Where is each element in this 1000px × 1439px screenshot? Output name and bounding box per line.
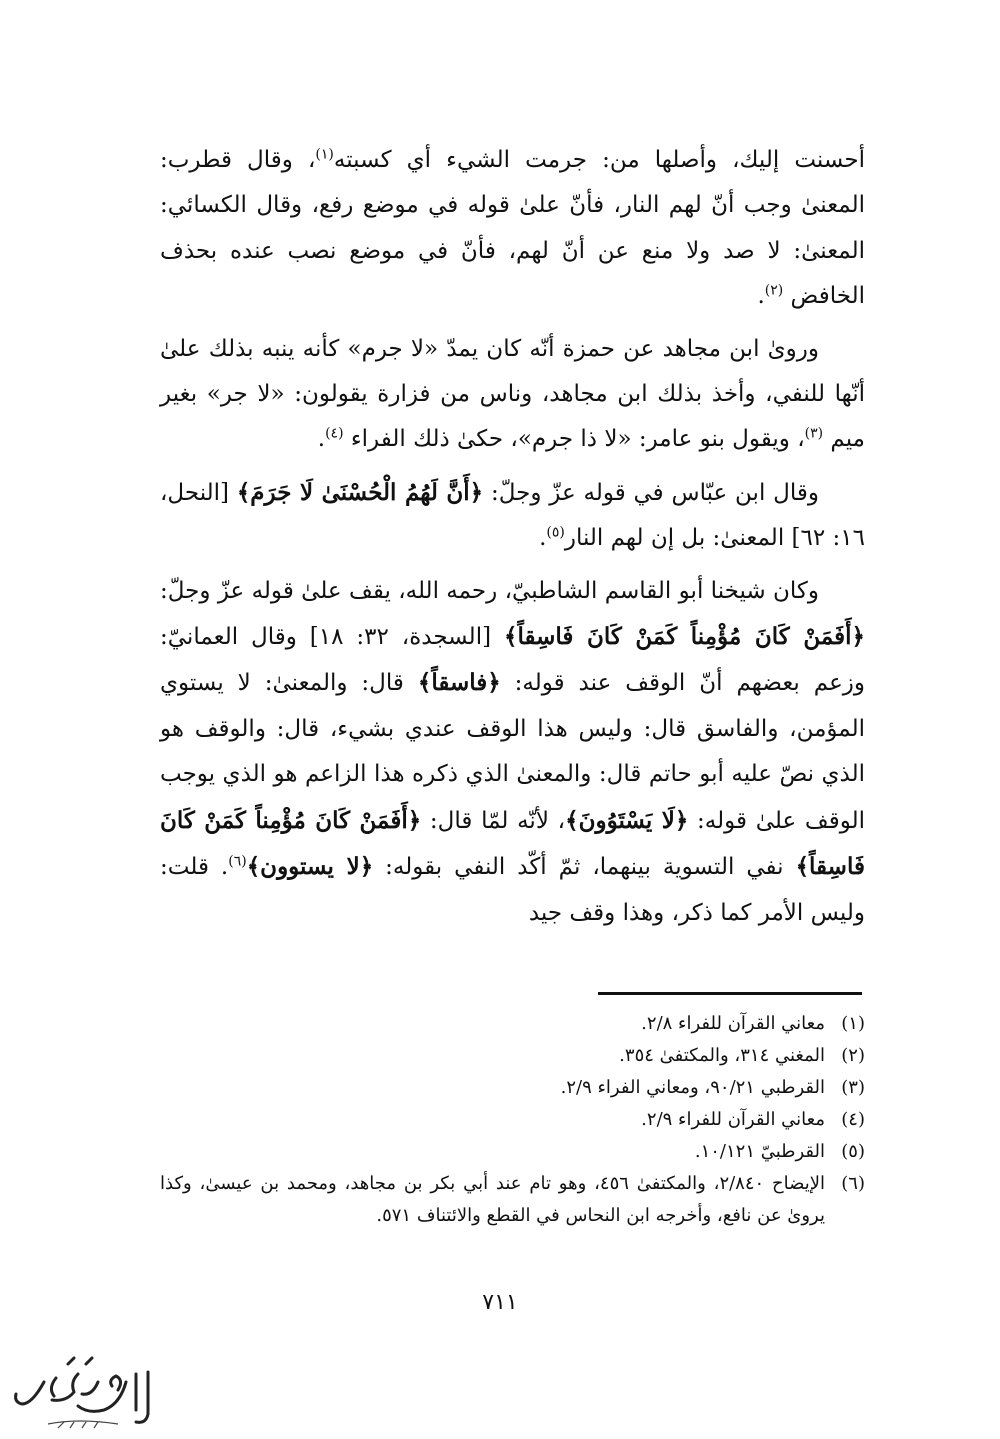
footnote-marker: (٦) (228, 853, 247, 870)
quran-quote: ﴿أَفَمَنْ كَانَ مُؤْمِناً كَمَنْ كَانَ فَاسِقاً﴾ (503, 623, 865, 651)
text-run: . (317, 426, 326, 453)
footnote-number: (١) (841, 1013, 865, 1034)
footnote-marker: (١) (315, 146, 334, 163)
footnote-item (160, 1168, 865, 1232)
footnote-marker: (٥) (546, 524, 565, 541)
text-run: وروىٰ ابن مجاهد عن حمزة أنّه كان يمدّ «لا جرم» كأنه ينبه بذلك علىٰ أنّها للنفي، وأخذ بذلك ابن مجاهد، وناس من فزارة يقولون: «لا جر» بغير ميم (160, 335, 865, 453)
text-run: [السجدة، ٣٢: ١٨] وقال العمانيّ: وزعم بعضهم أنّ الوقف عند قوله: (160, 624, 866, 697)
footnote-item (160, 1136, 865, 1168)
body-paragraph (160, 470, 865, 562)
footnote-number: (٥) (841, 1141, 865, 1162)
text-run: [النحل، ١٦: ٦٢] المعنىٰ: بل إن لهم النار (160, 479, 865, 552)
footnote-marker: (٤) (325, 425, 344, 442)
body-paragraph (160, 327, 865, 463)
text-run: قال: والمعنىٰ: لا يستوي المؤمن، والفاسق قال: وليس هذا الوقف عندي بشيء، قال: والوقف هو الذي نصّ عليه أبو حاتم قال: والمعنىٰ الذي ذكره هذا الزاعم هو الذي يوجب الوقف علىٰ قوله: (160, 670, 865, 834)
body-paragraph (160, 138, 865, 320)
footnote-item (160, 1008, 865, 1040)
footnote-text: القرطبيّ ١٠/١٢١. (694, 1141, 825, 1162)
quran-quote: ﴿لَا يَسْتَوُونَ﴾ (565, 806, 689, 834)
main-text (160, 138, 865, 936)
quran-quote: ﴿فاسقاً﴾ (417, 669, 501, 697)
text-run: ، ويقول بنو عامر: «لا ذا جرم»، حكىٰ ذلك الفراء (343, 426, 805, 453)
footnote-item (160, 1072, 865, 1104)
footnote-item (160, 1040, 865, 1072)
footnote-text: المغني ٣١٤، والمكتفىٰ ٣٥٤. (619, 1045, 825, 1066)
calligraphy-logo-icon (8, 1352, 158, 1432)
footnote-number: (٢) (841, 1045, 865, 1066)
footnote-number: (٦) (841, 1173, 865, 1194)
footnote-text: القرطبي ٩٠/٢١، ومعاني الفراء ٢/٩. (560, 1077, 825, 1098)
quran-quote: ﴿لا يستوون﴾ (246, 853, 374, 881)
text-run: ، لأنّه لمّا قال: (421, 807, 566, 834)
text-run: نفي التسوية بينهما، ثمّ أكّد النفي بقوله: (373, 854, 796, 881)
footnote-number: (٤) (841, 1109, 865, 1130)
footnote-text: معاني القرآن للفراء ٢/٨. (641, 1013, 825, 1034)
text-run: وكان شيخنا أبو القاسم الشاطبيّ، رحمه الله، يقف علىٰ قوله عزّ وجلّ: (160, 577, 819, 604)
body-paragraph (160, 569, 865, 936)
text-run: أحسنت إليك، وأصلها من: جرمت الشيء أي كسبته (333, 147, 865, 173)
text-run: وقال ابن عبّاس في قوله عزّ وجلّ: (483, 479, 819, 506)
footnote-separator (598, 992, 862, 995)
footnote-text: الإيضاح ٢/٨٤٠، والمكتفىٰ ٤٥٦، وهو تام عند أبي بكر بن مجاهد، ومحمد بن عيسىٰ، وكذا يروىٰ عن نافع، وأخرجه ابن النحاس في القطع والائتناف ٥٧١. (160, 1173, 825, 1226)
footnote-text: معاني القرآن للفراء ٢/٩. (641, 1109, 825, 1130)
page-number: ٧١١ (482, 1290, 518, 1315)
footnotes-section (160, 1008, 865, 1232)
quran-quote: ﴿أَنَّ لَهُمُ الْحُسْنَىٰ لَا جَرَمَ﴾ (236, 478, 484, 506)
text-run: ، وقال قطرب: المعنىٰ وجب أنّ لهم النار، فأنّ علىٰ قوله في موضع رفع، وقال الكسائي: المعنىٰ: لا صد ولا منع عن أنّ لهم، فأنّ في موضع نصب عنده بحذف الخافض (160, 147, 865, 310)
quran-quote: ﴿أَفَمَنْ كَانَ مُؤْمِناً كَمَنْ كَانَ فَاسِقاً﴾ (160, 806, 865, 881)
text-run: . قلت: وليس الأمر كما ذكر، وهذا وقف جيد (160, 854, 865, 926)
footnote-item (160, 1104, 865, 1136)
text-run: . (757, 283, 765, 310)
footnote-marker: (٢) (764, 282, 784, 299)
footnote-number: (٣) (841, 1077, 865, 1098)
footnote-marker: (٣) (804, 425, 824, 442)
text-run: . (539, 525, 547, 552)
